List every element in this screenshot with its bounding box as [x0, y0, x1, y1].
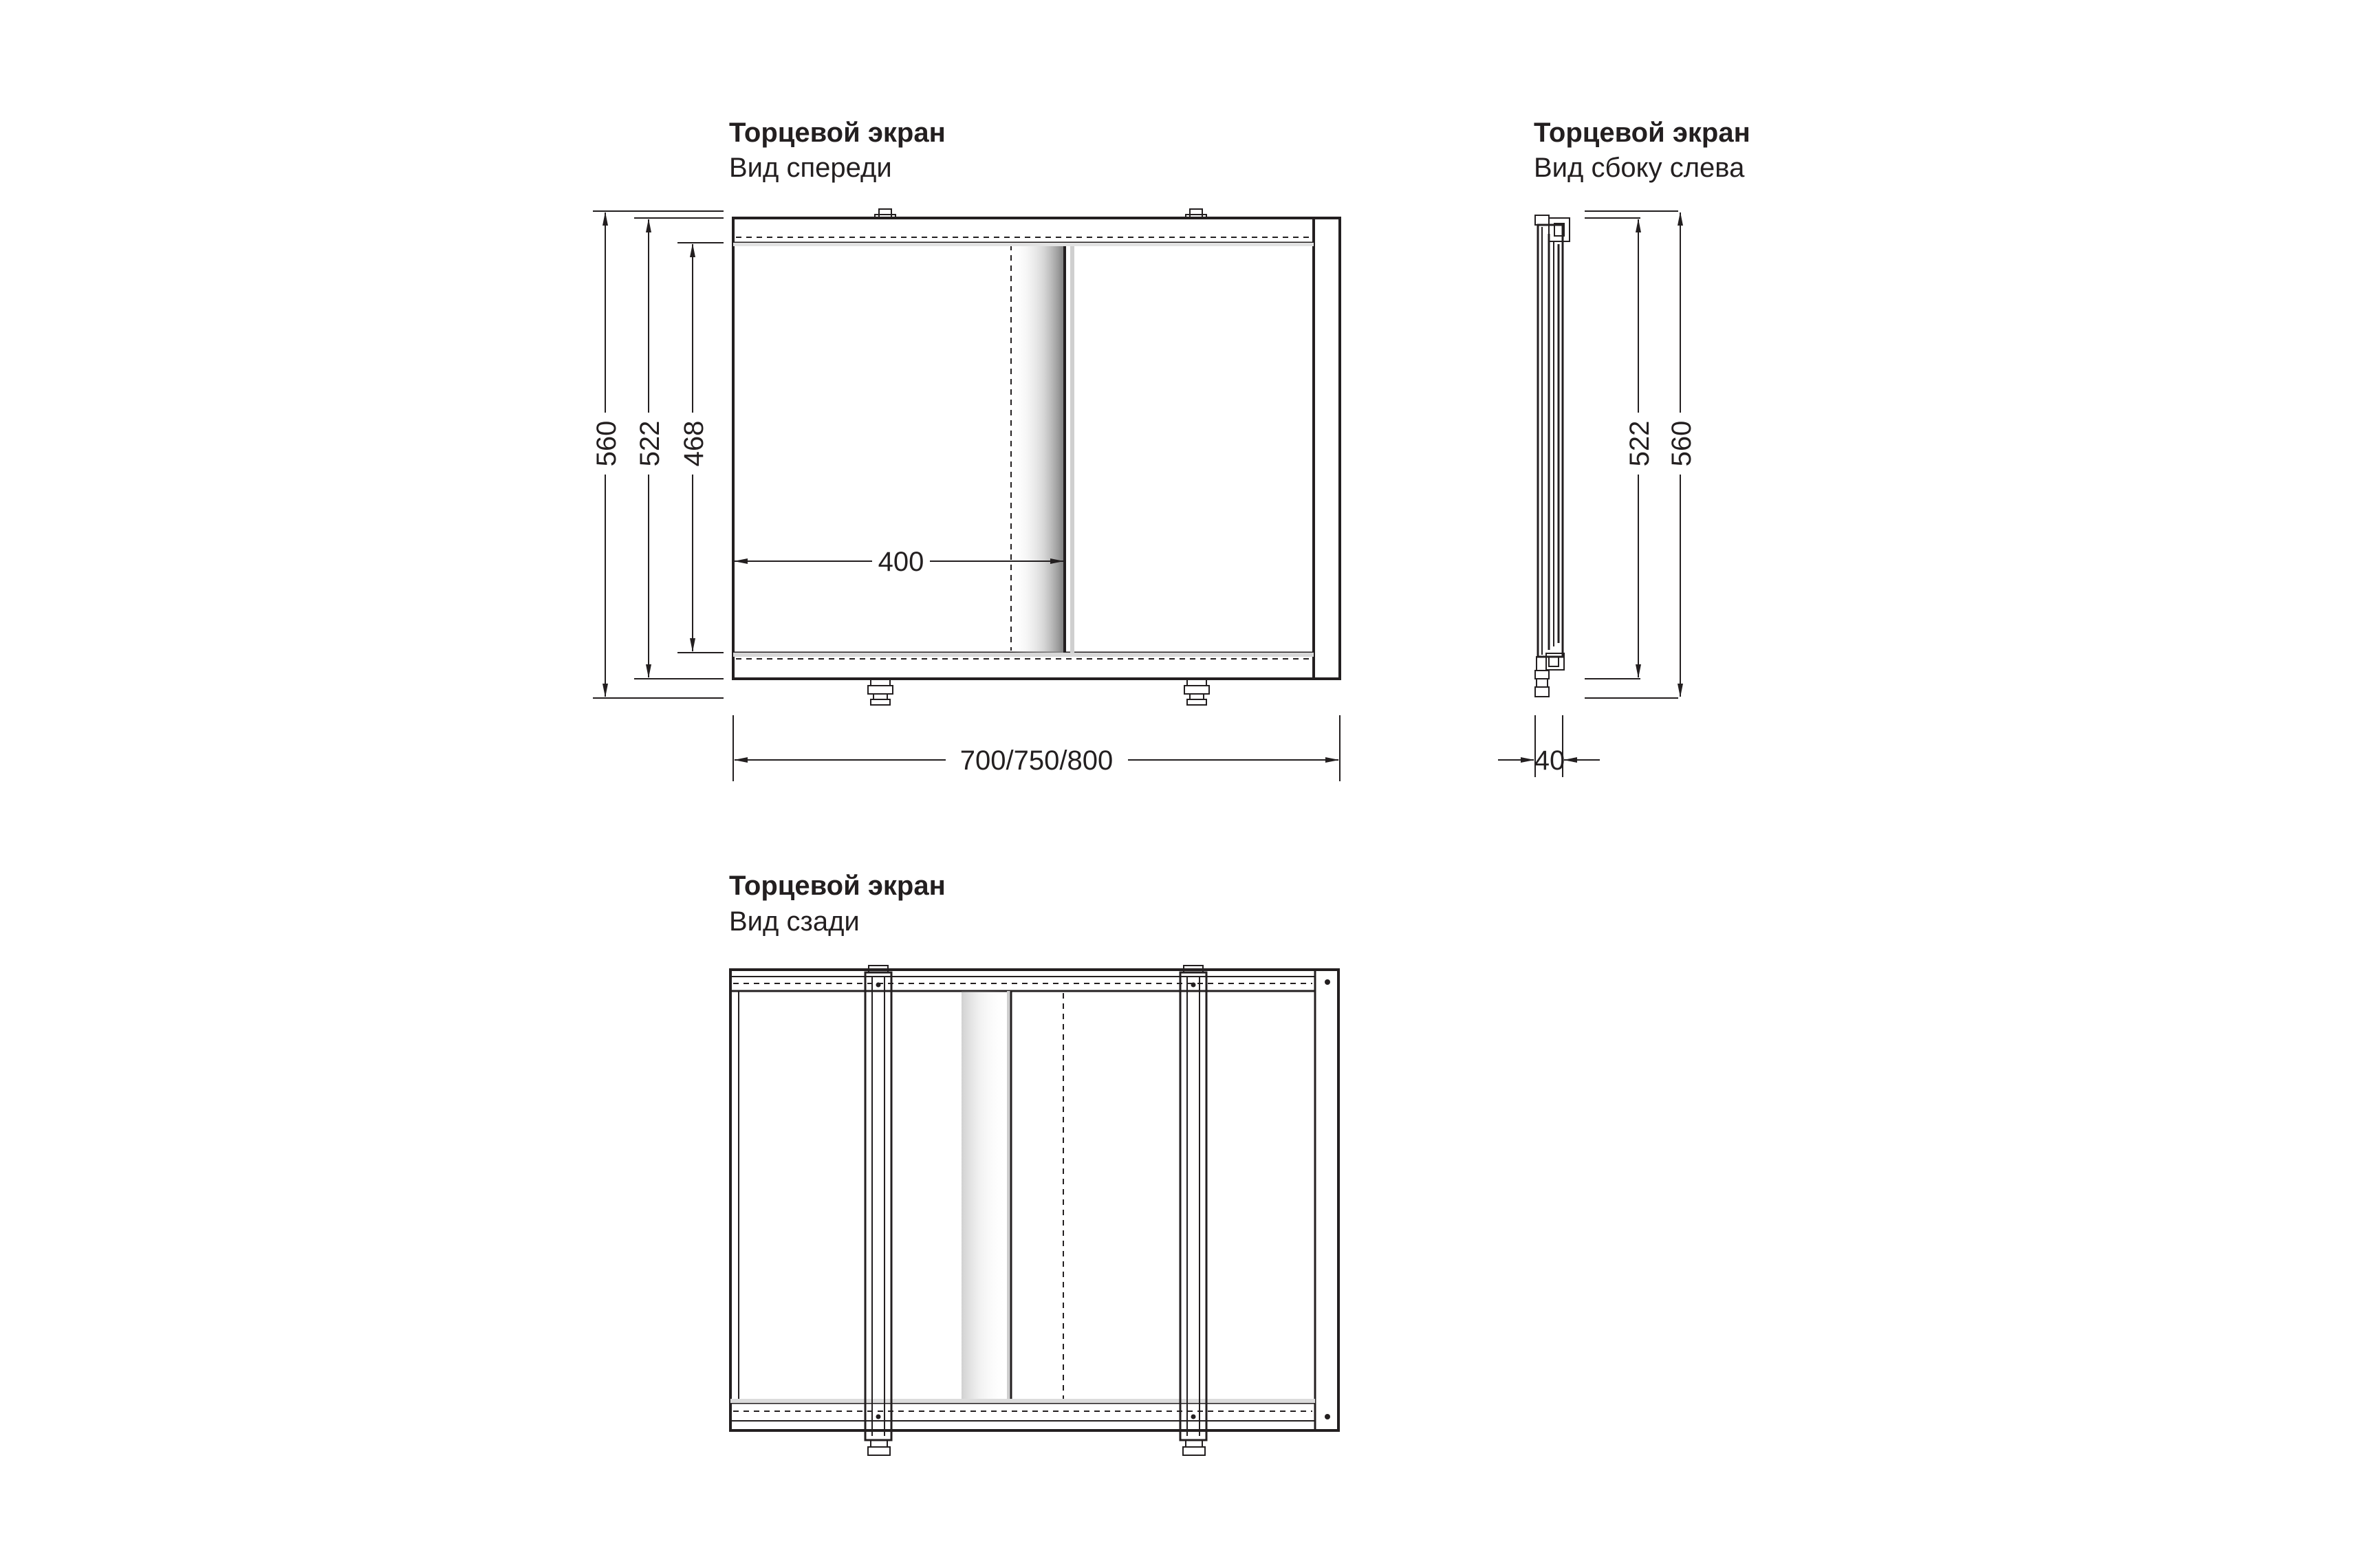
dim-front-height-frame	[635, 219, 665, 677]
back-view	[729, 871, 1338, 1455]
dim-front-height-panel	[679, 244, 709, 651]
back-view-subtitle: Вид сзади	[729, 906, 860, 937]
dim-side-depth	[1498, 715, 1600, 777]
dim-label: 468	[679, 420, 709, 467]
back-brace-left	[865, 966, 891, 1455]
back-brace-right	[1180, 966, 1206, 1455]
back-frame	[730, 970, 1338, 1430]
dim-label: 522	[635, 420, 665, 467]
side-view	[1498, 118, 1750, 777]
dim-side-height-frame	[1625, 219, 1655, 677]
adjustable-foot-right	[1184, 679, 1209, 705]
front-view-title: Торцевой экран	[729, 118, 946, 148]
dim-label: 560	[1667, 420, 1697, 467]
side-view-subtitle: Вид сбоку слева	[1534, 153, 1745, 183]
side-profile	[1535, 215, 1570, 697]
dim-label: 700/750/800	[959, 745, 1114, 776]
dim-label: 40	[1534, 745, 1565, 776]
dim-label: 560	[592, 420, 622, 467]
front-view	[592, 118, 1340, 781]
front-view-subtitle: Вид спереди	[729, 153, 892, 183]
dim-side-height-total	[1667, 213, 1697, 697]
dim-front-height-total	[592, 213, 622, 697]
dim-label: 400	[878, 547, 924, 577]
adjustable-foot-left	[868, 679, 893, 705]
dim-label: 522	[1625, 420, 1655, 467]
dim-front-width	[733, 715, 1340, 781]
side-view-title: Торцевой экран	[1534, 118, 1750, 148]
back-view-title: Торцевой экран	[729, 871, 946, 901]
